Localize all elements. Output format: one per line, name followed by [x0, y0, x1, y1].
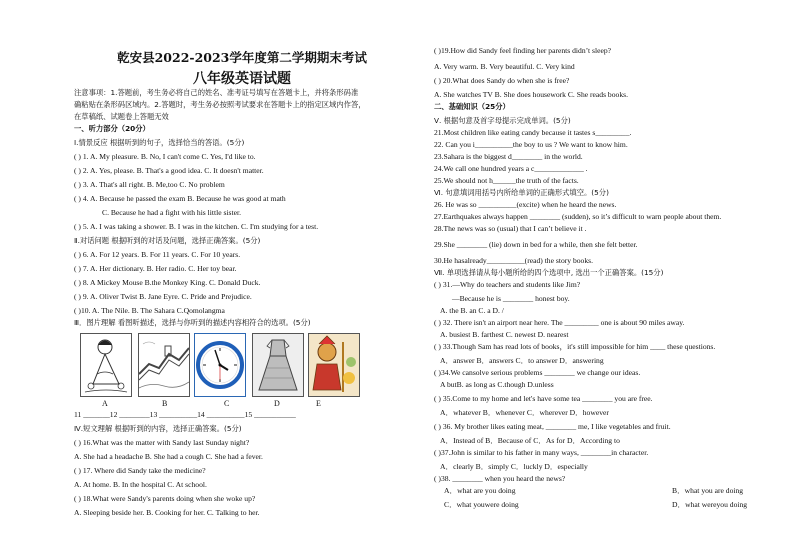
question-text-line: A butB. as long as C.though D.unless [440, 380, 554, 389]
question-text-line: 24.We call one hundred years a c_____________ . [434, 164, 588, 173]
picture-letter-a: A [102, 399, 108, 408]
question-text-line: ( ) 4. A. Because he passed the exam B. Because he was good at math [74, 194, 286, 203]
question-text-line: A. Very warm. B. Very beautiful. C. Very kind [434, 62, 575, 71]
question-text-line: Ⅱ.对话问题 根据听到的对话及问题，选择正确答案。(5分) [74, 236, 261, 245]
snow-white-picture-icon [80, 333, 132, 397]
picture-letter-d: D [274, 399, 280, 408]
monkey-king-picture-icon [308, 333, 360, 397]
picture-letter-c: C [224, 399, 230, 408]
question-text-line: A. Sleeping beside her. B. Cooking for her. C. Talking to her. [74, 508, 260, 517]
question-text-line: ( ) 5. A. I was taking a shower. B. I was in the kitchen. C. I'm studying for a test. [74, 222, 319, 231]
question-text-line: 22. Can you i__________the boy to us ? We want to know him. [434, 140, 628, 149]
question-text-line: A. She had a headache B. She had a cough C. She had a fever. [74, 452, 263, 461]
question-text-line: 二、基础知识（25分） [434, 102, 510, 111]
question-text-line: A. At home. B. In the hospital C. At school. [74, 480, 207, 489]
question-text-line: ( ) 3. A. That's all right. B. Me,too C. No problem [74, 180, 225, 189]
question-text-line: ( ) 1. A. My pleasure. B. No, I can't come C. Yes, I'd like to. [74, 152, 256, 161]
question-text-line: Ⅲ．图片理解 看图听描述，选择与你听到的描述内容相符合的选项。(5分) [74, 318, 311, 327]
question-text-line: A. She watches TV B. She does housework C. She reads books. [434, 90, 628, 99]
question-text-line: ( ) 2. A. Yes, please. B. That's a good idea. C. It doesn't matter. [74, 166, 264, 175]
question-text-line: ( )19.How did Sandy feel finding her parents didn’t sleep? [434, 46, 612, 55]
question-text-line: ( ) 6. A. For 12 years. B. For 11 years. C. For 10 years. [74, 250, 241, 259]
question-text-line: 确粘贴在条形码区域内。2.答题时，考生务必按照考试要求在答题卡上的指定区域内作答， [74, 100, 366, 109]
question-text-line: ( ) 31.—Why do teachers and students like Jim? [434, 280, 581, 289]
question-text-line: —Because he is ________ honest boy. [452, 294, 570, 303]
question-text-line: ( ) 18.What were Sandy's parents doing when she woke up? [74, 494, 256, 503]
question-text-line: 30.He hasalready__________(read) the story books. [434, 256, 594, 265]
question-text-line: 在草稿纸、试题卷上答题无效 [74, 112, 169, 121]
question-text-line: 11 _______12 ________13 __________14 __________15 ___________ [74, 410, 296, 419]
question-text-line: 27.Earthquakes always happen ________ (sudden), so it’s difficult to warn people about them. [434, 212, 722, 221]
q38-option-b: B．what you are doing [672, 486, 744, 495]
question-text-line: ( ) 32. There isn't an airport near here. The _________ one is about 90 miles away. [434, 318, 685, 327]
question-text-line: 28.The news was so (usual) that I can’t believe it . [434, 224, 587, 233]
question-text-line: 一、听力部分（20分） [74, 124, 150, 133]
question-text-line: C. Because he had a fight with his little sister. [102, 208, 241, 217]
question-text-line: ( ) 7. A. Her dictionary. B. Her radio. C. Her toy bear. [74, 264, 237, 273]
question-text-line: 注意事项：1.答题前，考生务必将自己的姓名、准考证号填写在答题卡上，并将条形码准 [74, 88, 359, 97]
question-text-line: 25.We should not h______the truth of the facts. [434, 176, 579, 185]
question-text-line: Ⅳ.短文理解 根据听到的内容，选择正确答案。(5分) [74, 424, 242, 433]
question-text-line: A．answer B．answers C．to answer D．answering [440, 356, 604, 365]
question-text-line: 26. He was so __________(excite) when he heard the news. [434, 200, 617, 209]
question-text-line: 23.Sahara is the biggest d________ in the world. [434, 152, 583, 161]
question-text-line: ( )34.We cansolve serious problems ________ we change our ideas. [434, 368, 641, 377]
question-text-line: ( ) 20.What does Sandy do when she is free? [434, 76, 570, 85]
question-text-line: ( )38. ________ when you heard the news? [434, 474, 566, 483]
question-text-line: ( ) 8. A Mickey Mouse B.the Monkey King. C. Donald Duck. [74, 278, 261, 287]
picture-letter-b: B [162, 399, 168, 408]
question-text-line: ( ) 33.Though Sam has read lots of books，it's still impossible for him ____ these questions. [434, 342, 716, 351]
question-text-line: 21.Most children like eating candy because it tastes s_________. [434, 128, 632, 137]
question-text-line: ( )10. A. The Nile. B. The Sahara C.Qomolangma [74, 306, 225, 315]
question-text-line: A．Instead of B．Because of C．As for D．According to [440, 436, 620, 445]
question-text-line: ( ) 36. My brother likes eating meat, ________ me, I like vegetables and fruit. [434, 422, 671, 431]
q38-option-c: C．what youwere doing [444, 500, 519, 509]
question-text-line: A．clearly B．simply C．luckly D．especially [440, 462, 588, 471]
dress-picture-icon [252, 333, 304, 397]
question-text-line: ( ) 16.What was the matter with Sandy last Sunday night? [74, 438, 250, 447]
question-text-line: Ⅰ.情景反应 根据听到的句子，选择恰当的答语。(5分) [74, 138, 245, 147]
question-text-line: 29.She ________ (lie) down in bed for a while, then she felt better. [434, 240, 638, 249]
great-wall-picture-icon [138, 333, 190, 397]
question-text-line: Ⅶ. 单项选择请从每小题所给的四个选项中, 选出一个正确答案。(15分) [434, 268, 664, 277]
question-text-line: Ⅵ. 句意填词用括号内所给单词的正确形式填空。(5分) [434, 188, 609, 197]
clock-picture-icon [194, 333, 246, 397]
question-text-line: ( ) 35.Come to my home and let's have some tea ________ you are free. [434, 394, 653, 403]
question-text-line: ( ) 9. A. Oliver Twist B. Jane Eyre. C. Pride and Prejudice. [74, 292, 252, 301]
picture-letter-e: E [316, 399, 321, 408]
question-text-line: ( )37.John is similar to his father in many ways, ________in character. [434, 448, 649, 457]
question-text-line: ( ) 17. Where did Sandy take the medicine? [74, 466, 206, 475]
exam-subtitle: 八年级英语试题 [193, 71, 291, 87]
question-text-line: A. busiest B. farthest C. newest D. nearest [440, 330, 569, 339]
exam-title: 乾安县2022-2023学年度第二学期期末考试 [117, 50, 367, 65]
question-text-line: A. the B. an C. a D. / [440, 306, 504, 315]
question-text-line: Ⅴ. 根据句意及首字母提示完成单词。(5分) [434, 116, 571, 125]
q38-option-d: D．what wereyou doing [672, 500, 748, 509]
q38-option-a: A．what are you doing [444, 486, 516, 495]
question-text-line: A．whatever B．whenever C．wherever D．however [440, 408, 609, 417]
